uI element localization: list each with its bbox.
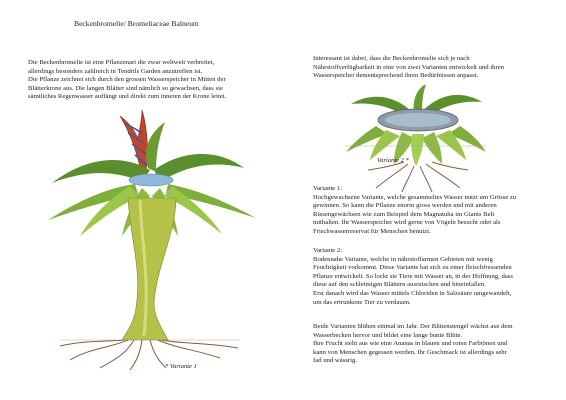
text-line: Nährstoffverfügbarkeit in eine von zwei Varianten entwickelt und ihren xyxy=(313,63,505,71)
text-line: mithalten. Ihr Wasserspeicher wird gerne von Vögeln besucht oder als xyxy=(313,219,501,227)
water-basin xyxy=(129,174,173,186)
text-line: Wasserspeicher dementsprechend ihren Bedürfnissen anpasst. xyxy=(313,72,479,80)
text-line: Blätterkrone aus. Die langen Blätter sind nämlich so gewachsen, dass sie xyxy=(28,84,223,92)
page-title: Beckenbromelie/ Bromeliaceae Balneum xyxy=(74,19,199,28)
text-line: kann von Menschen gegessen werden. Ihr Geschmack ist allerdings sehr xyxy=(313,348,507,356)
bloom-description xyxy=(313,323,561,366)
text-line: sämtliches Regenwasser auffängt und direkt zum inneren der Krone leitet. xyxy=(28,93,227,101)
caption-variant2: Variante 2 * xyxy=(377,157,409,164)
text-line: um das ertrunkene Tier zu verdauen. xyxy=(313,298,411,306)
text-line: Pflanze entwickelt. So lockt sie Tiere mit Wasser an, in der Hoffnung, dass xyxy=(313,272,513,280)
text-line: Feuchtigkeit vorkommt. Diese Variante hat sich zu einer fleischfressenden xyxy=(313,264,512,272)
text-line: Hochgewachsene Variante, welche gesammeltes Wasser nutzt um Grösse zu xyxy=(313,193,517,201)
text-line: diese auf den schleimigen Blättern ausrutschen und hineinfallen. xyxy=(313,281,486,289)
text-line: Variante 2: xyxy=(313,247,343,254)
variant1-description xyxy=(313,185,561,237)
variants-intro xyxy=(313,55,561,81)
caption-variant1: * Variante 1 xyxy=(165,363,197,370)
text-line: allerdings besonders zahlreich in Tendrils Garden anzutreffen ist. xyxy=(28,67,203,75)
text-line: Die Beckenbromelie ist eine Pflanzenart die zwar weltweit verbreitet, xyxy=(28,59,215,66)
stem xyxy=(122,198,176,340)
text-line: Interessant ist dabei, dass die Beckenbromelie sich je nach xyxy=(313,55,470,62)
text-line: Erst danach wird das Wasser mittels Chloriden in Salzsäure umgewandelt, xyxy=(313,289,512,297)
intro-paragraph xyxy=(28,59,278,102)
text-line: Beide Varianten blühen einmal im Jahr. Der Blütenstengel wächst aus dem xyxy=(313,323,513,330)
text-line: gewinnen. So kann die Pflanze enorm gross werden und mit anderen xyxy=(313,202,497,210)
text-line: fad und wässrig. xyxy=(313,357,358,365)
roots xyxy=(60,340,238,370)
text-line: Frischwasserreservat für Menschen benutzt. xyxy=(313,227,431,235)
text-line: Bodennahe Variante, welche in nährstoffarmen Gebieten mit wenig xyxy=(313,255,493,263)
variant1-illustration xyxy=(30,108,270,370)
text-line: Variante 1: xyxy=(313,185,343,192)
variant2-description xyxy=(313,247,561,307)
text-line: Wasserbecken hervor und bildet eine lange bunte Blüte. xyxy=(313,331,463,339)
text-line: Riesengewächsen wie zum Beispiel dem Magnatuha im Giants Belt xyxy=(313,210,495,218)
text-line: Ihre Frucht sieht aus wie eine Ananas in blauen und roten Farbtönen und xyxy=(313,340,508,348)
text-line: Die Pflanze zeichnet sich durch den grossen Wasserspeicher in Mitten der xyxy=(28,76,226,84)
variant2-illustration xyxy=(346,84,486,192)
